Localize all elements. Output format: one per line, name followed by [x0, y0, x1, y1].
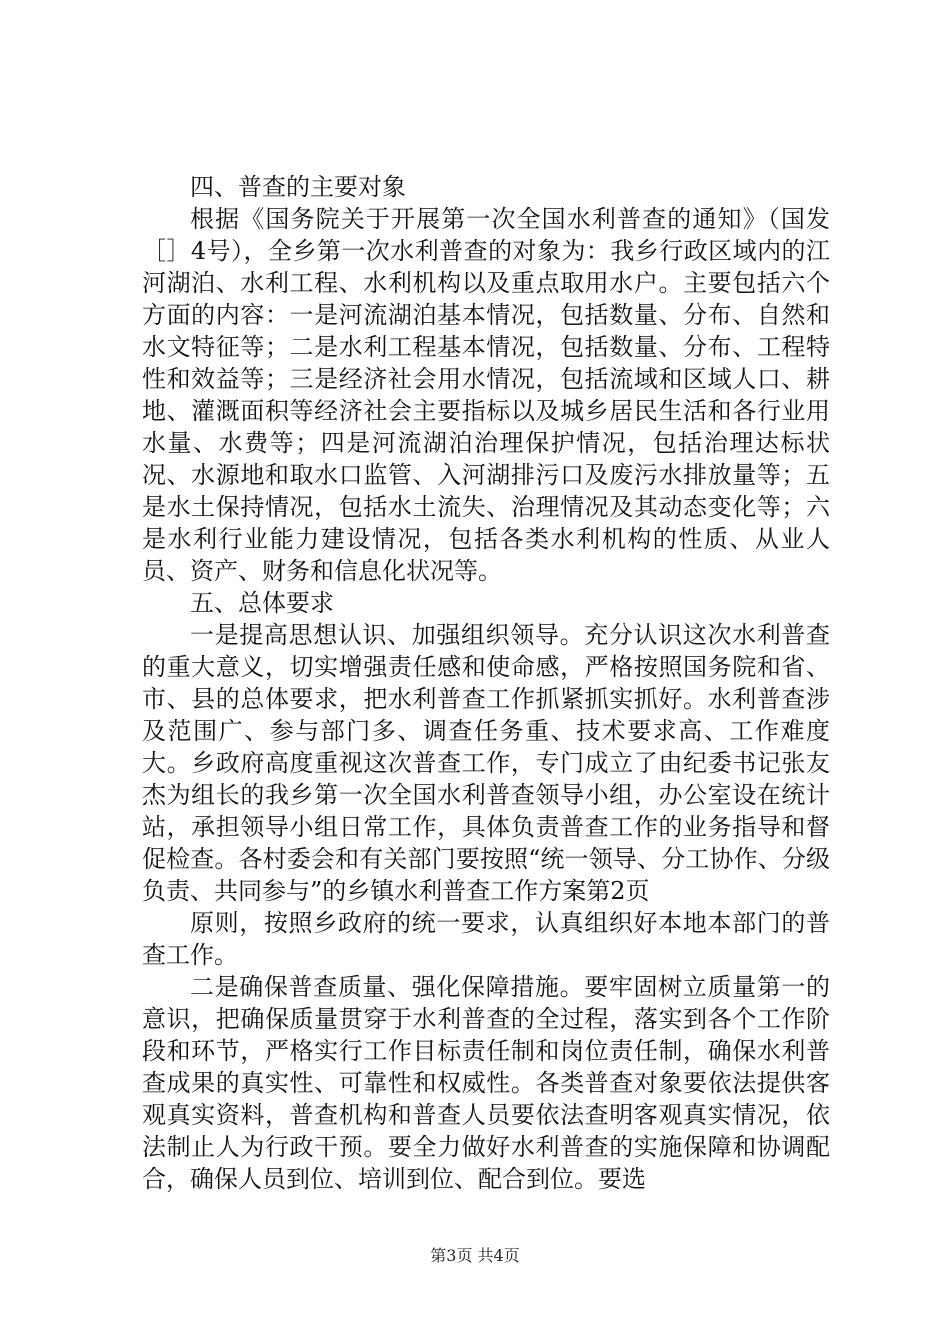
paragraph-principle: 原则，按照乡政府的统一要求，认真组织好本地本部门的普查工作。 [142, 909, 830, 969]
page-footer: 第3页 共4页 [430, 1246, 520, 1265]
paragraph-requirement-1: 一是提高思想认识、加强组织领导。充分认识这次水利普查的重大意义，切实增强责任感和使命感，严格按照国务院和省、市、县的总体要求，把水利普查工作抓紧抓实抓好。水利普查涉及范围广、参与部门多、调查任务重、技术要求高、工作难度大。乡政府高度重视这次普查工作，专门成立了由纪委书记张友杰为组长的我乡第一次全国水利普查领导小组，办公室设在统计站，承担领导小组日常工作，具体负责普查工作的业务指导和督促检查。各村委会和有关部门要按照“统一领导、分工协作、分级负责、共同参与”的乡镇水利普查工作方案第2页 [142, 621, 830, 905]
paragraph-requirement-2: 二是确保普查质量、强化保障措施。要牢固树立质量第一的意识，把确保质量贯穿于水利普查的全过程，落实到各个工作阶段和环节，严格实行工作目标责任制和岗位责任制，确保水利普查成果的真实性、可靠性和权威性。各类普查对象要依法提供客观真实资料，普查机构和普查人员要依法查明客观真实情况，依法制止人为行政干预。要全力做好水利普查的实施保障和协调配合，确保人员到位、培训到位、配合到位。要选 [142, 973, 830, 1193]
document-body [142, 171, 830, 1195]
section-heading-4: 四、普查的主要对象 [190, 173, 406, 201]
paragraph-survey-objects: 根据《国务院关于开展第一次全国水利普查的通知》（国发［］4号），全乡第一次水利普查的对象为：我乡行政区域内的江河湖泊、水利工程、水利机构以及重点取用水户。主要包括六个方面的内容：一是河流湖泊基本情况，包括数量、分布、自然和水文特征等；二是水利工程基本情况，包括数量、分布、工程特性和效益等；三是经济社会用水情况，包括流域和区域人口、耕地、灌溉面积等经济社会主要指标以及城乡居民生活和各行业用水量、水费等；四是河流湖泊治理保护情况，包括治理达标状况、水源地和取水口监管、入河湖排污口及废污水排放量等；五是水土保持情况，包括水土流失、治理情况及其动态变化等；六是水利行业能力建设情况，包括各类水利机构的性质、从业人员、资产、财务和信息化状况等。 [142, 205, 830, 585]
section-heading-5: 五、总体要求 [190, 589, 334, 617]
